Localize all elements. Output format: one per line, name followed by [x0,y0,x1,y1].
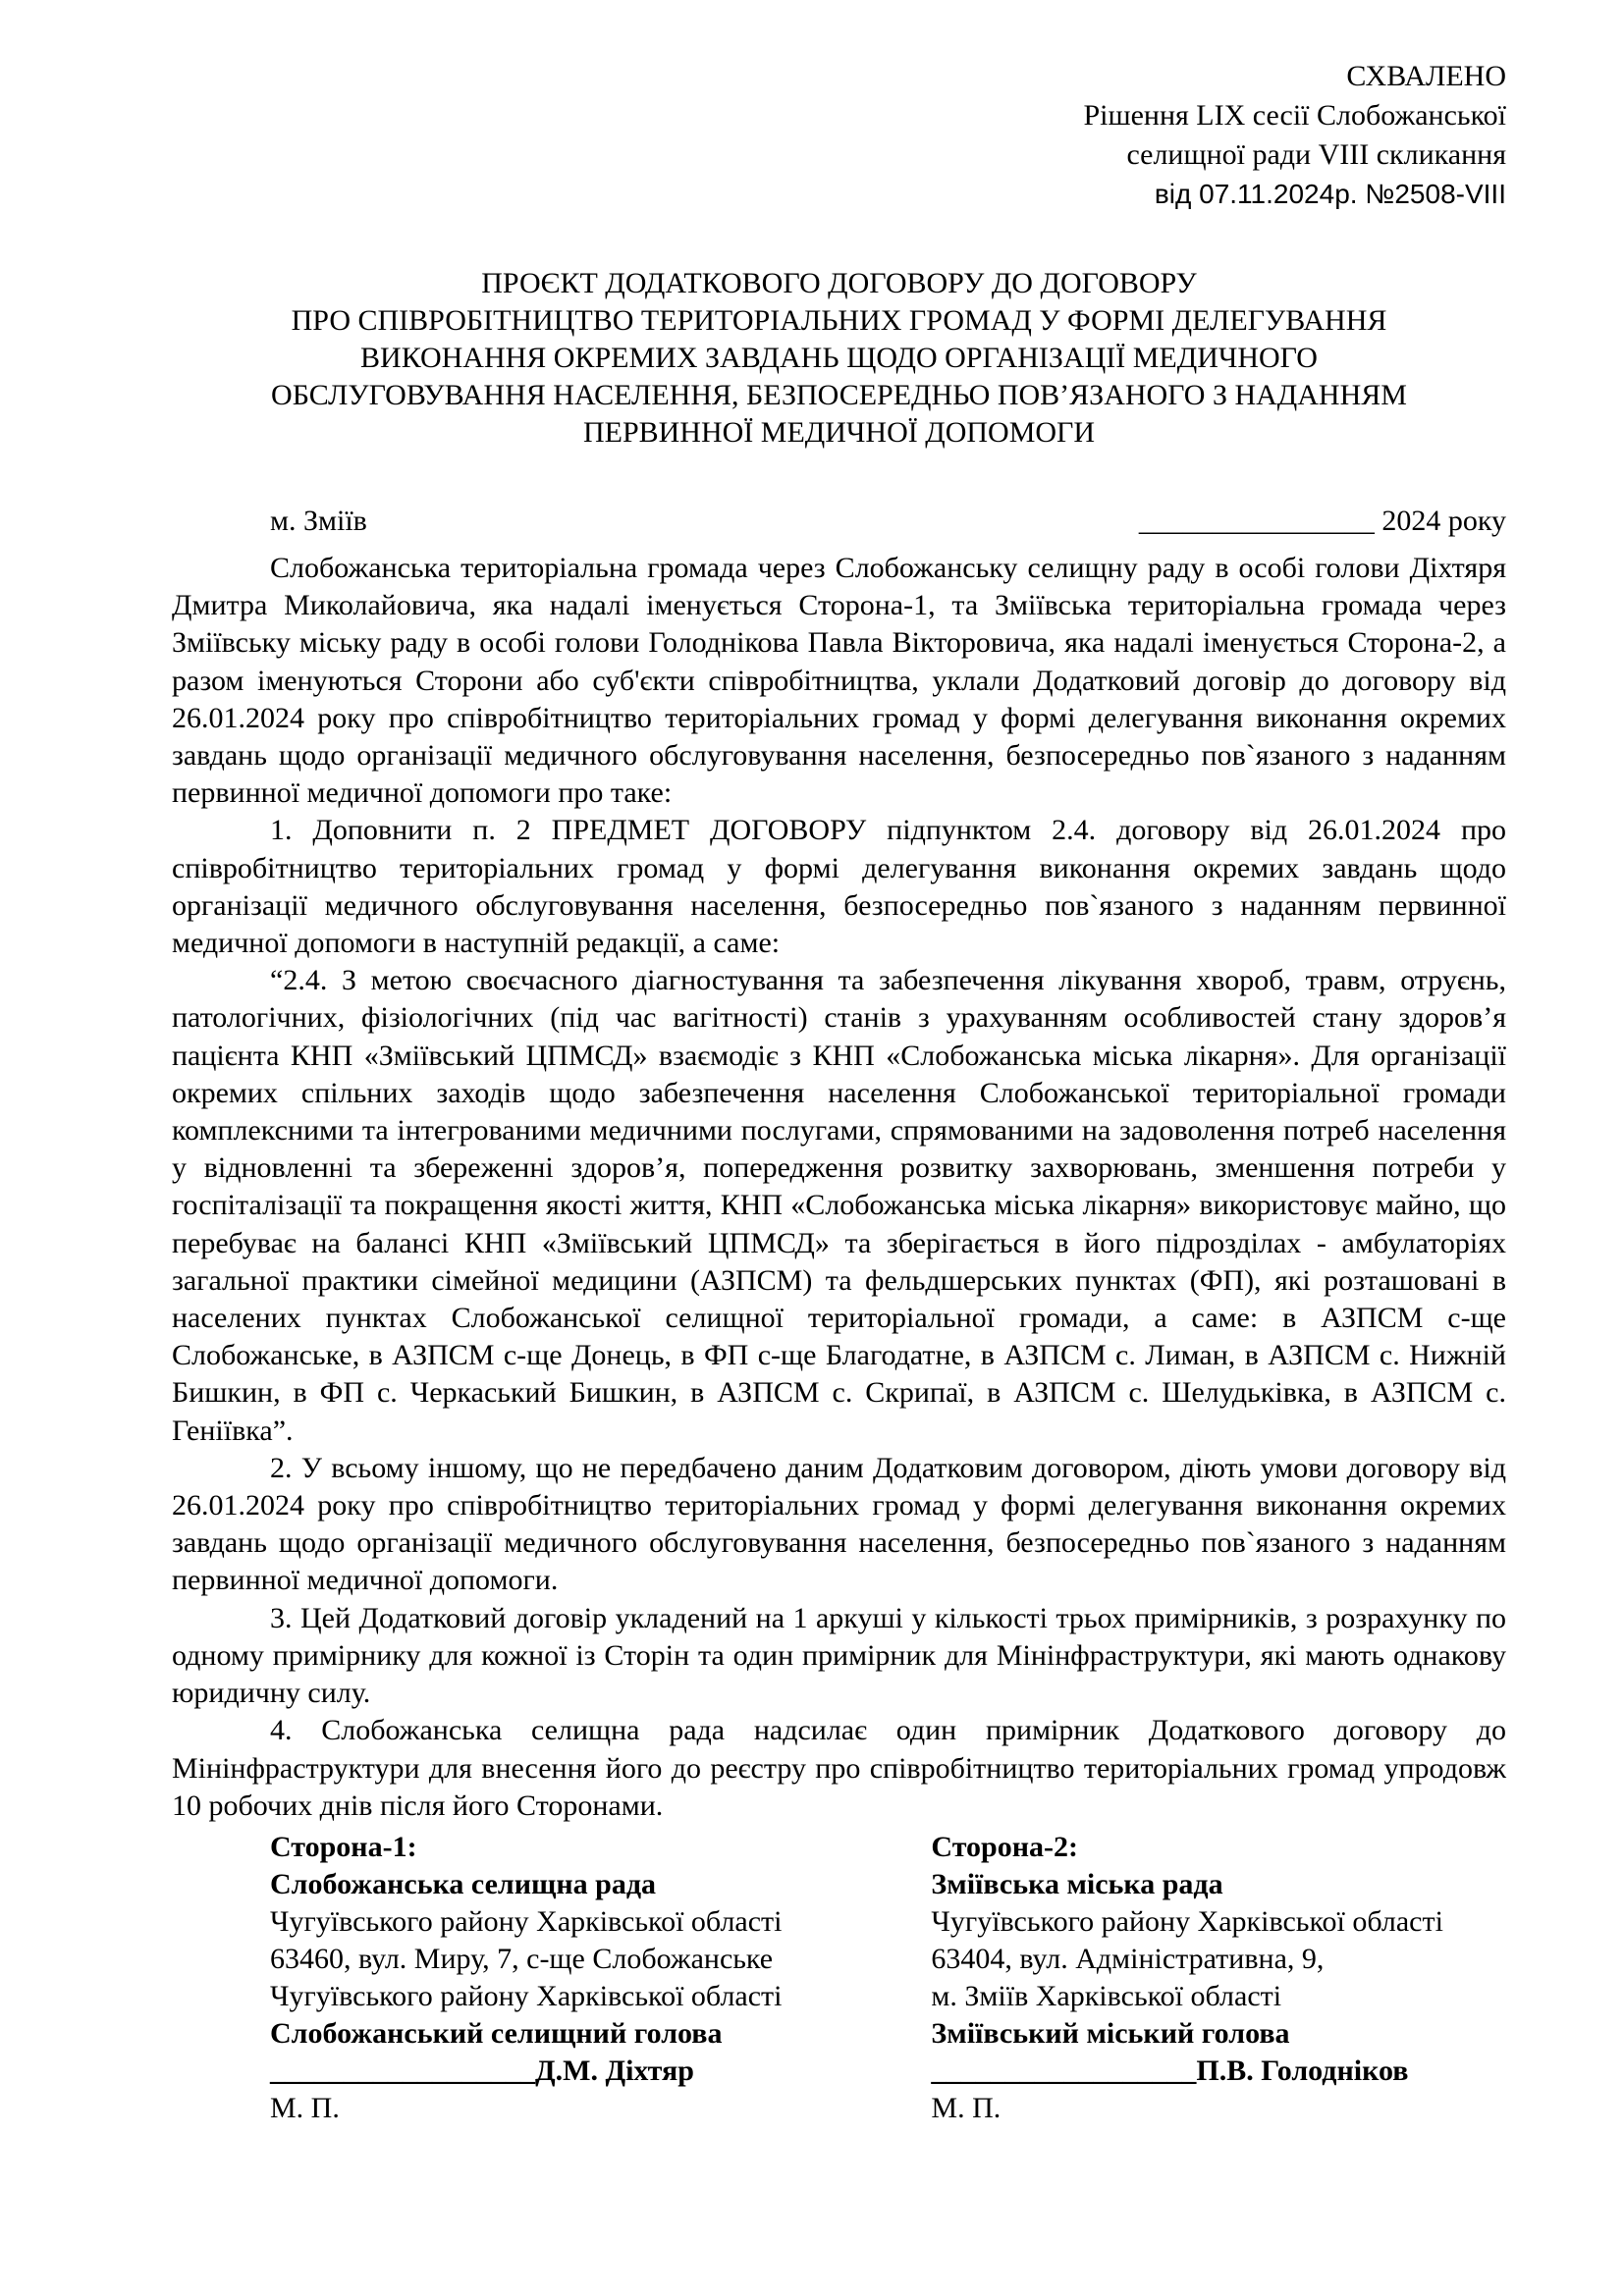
title-line: ПЕРВИННОЇ МЕДИЧНОЇ ДОПОМОГИ [582,416,1096,449]
approval-decision: Рішення LIX сесії Слобожанської [1083,99,1506,132]
place-date-row [172,503,1506,540]
party-2-label: Сторона-2: [931,1830,1078,1863]
approval-convocation: селищної ради VIII скликання [1126,138,1506,171]
title-line: ПРО СПІВРОБІТНИЦТВО ТЕРИТОРІАЛЬНИХ ГРОМАД У ФОРМІ ДЕЛЕГУВАННЯ [291,304,1387,337]
approval-date-number: від 07.11.2024р. №2508-VIII [1154,179,1506,209]
party-1-position: Слобожанський селищний голова [270,2016,723,2050]
party-2-stamp: М. П. [931,2091,1001,2124]
party-1-signature: __________________Д.М. Діхтяр [270,2054,694,2087]
party-1-name: Слобожанська селищна рада [270,1867,656,1900]
clause-3: 3. Цей Додатковий договір укладений на 1 аркуші у кількості трьох примірників, з розрахунку по одному примірнику для кожної із Сторін та один примірник для Мінінфраструктури, які мають однакову юридичну силу. [172,1601,1506,1710]
party-1-address-line: 63460, вул. Миру, 7, с-ще Слобожанське [270,1942,774,1975]
clause-4: 4. Слобожанська селищна рада надсилає один примірник Додаткового договору до Мінінфраструктури для внесення його до реєстру про співробітництво територіальних громад упродовж 10 робочих днів після його Сторонами. [172,1714,1506,1822]
party-1-stamp: М. П. [270,2091,340,2124]
party-1-block [270,1829,931,2127]
party-2-position: Зміївський міський голова [931,2016,1290,2050]
party-1-label: Сторона-1: [270,1830,417,1863]
clause-1-quote: “2.4. З метою своєчасного діагностування та забезпечення лікування хвороб, травм, отруєнь, патологічних, фізіологічних (під час вагітності) станів з урахуванням особливостей стану здоров’я пацієнта КНП «Зміївський ЦПМСД» взаємодіє з КНП «Слобожанська міська лікарня». Для організації окремих спільних заходів щодо забезпечення населення Слобожанської територіальної громади комплексними та інтегрованими медичними послугами, спрямованими на задоволення потреб населення у відновленні та збереженні здоров’я, попередження розвитку захворювань, зменшення потреби у госпіталізації та покращення якості життя, КНП «Слобожанська міська лікарня» використовує майно, що перебуває на балансі КНП «Зміївський ЦПМСД» та зберігається в його підрозділах - амбулаторіях загальної практики сімейної медицини (АЗПСМ) та фельдшерських пунктах (ФП), які розташовані в населених пунктах Слобожанської селищної територіальної громади, а саме: в АЗПСМ с-ще Слобожанське, в АЗПСМ с-ще Донець, в ФП с-ще Благодатне, в АЗПСМ с. Лиман, в АЗПСМ с. Нижній Бишкин, в ФП с. Черкаський Бишкин, в АЗПСМ с. Скрипаї, в АЗПСМ с. Шелудьківка, в АЗПСМ с. Геніївка”. [172,964,1506,1447]
preamble-paragraph: Слобожанська територіальна громада через Слобожанську селищну раду в особі голови Діхтяря Дмитра Миколайовича, яка надалі іменується Сторона-1, та Зміївська територіальна громада через Зміївську міську раду в особі голови Голоднікова Павла Вікторовича, яка надалі іменується Сторона-2, а разом іменуються Сторони або суб'єкти співробітництва, уклали Додатковий договір до договору від 26.01.2024 року про співробітництво територіальних громад у формі делегування виконання окремих завдань щодо організації медичного обслуговування населення, безпосередньо пов`язаного з наданням первинної медичної допомоги про таке: [172,552,1506,810]
clause-1: 1. Доповнити п. 2 ПРЕДМЕТ ДОГОВОРУ підпунктом 2.4. договору від 26.01.2024 про співробітництво територіальних громад у формі делегування виконання окремих завдань щодо організації медичного обслуговування населення, безпосередньо пов`язаного з наданням первинної медичної допомоги в наступній редакції, а саме: [172,814,1506,960]
approval-stamp [172,57,1506,214]
title-line: ОБСЛУГОВУВАННЯ НАСЕЛЕННЯ, БЕЗПОСЕРЕДНЬО ПОВ’ЯЗАНОГО З НАДАННЯМ [271,379,1407,411]
party-2-address-line: Чугуївського району Харківської області [931,1904,1443,1938]
date: ________________ 2024 року [1138,505,1506,537]
party-2-name: Зміївська міська рада [931,1867,1223,1900]
party-1-address-line: Чугуївського району Харківської області [270,1979,783,2012]
approval-heading: СХВАЛЕНО [1346,60,1506,92]
party-2-signature: __________________П.В. Голодніков [931,2054,1409,2087]
signatures-block [172,1829,1506,2127]
party-2-address-line: м. Зміїв Харківської області [931,1979,1282,2012]
party-1-address-line: Чугуївського району Харківської області [270,1904,783,1938]
title-line: ВИКОНАННЯ ОКРЕМИХ ЗАВДАНЬ ЩОДО ОРГАНІЗАЦІЇ МЕДИЧНОГО [360,342,1318,374]
party-2-block [931,1829,1506,2127]
title-line: ПРОЄКТ ДОДАТКОВОГО ДОГОВОРУ ДО ДОГОВОРУ [481,267,1197,299]
place: м. Зміїв [270,505,367,537]
document-title [172,265,1506,452]
document-body [172,550,1506,1825]
party-2-address-line: 63404, вул. Адміністративна, 9, [931,1942,1325,1975]
clause-2: 2. У всьому іншому, що не передбачено даним Додатковим договором, діють умови договору від 26.01.2024 року про співробітництво територіальних громад у формі делегування виконання окремих завдань щодо організації медичного обслуговування населення, безпосередньо пов`язаного з наданням первинної медичної допомоги. [172,1451,1506,1597]
